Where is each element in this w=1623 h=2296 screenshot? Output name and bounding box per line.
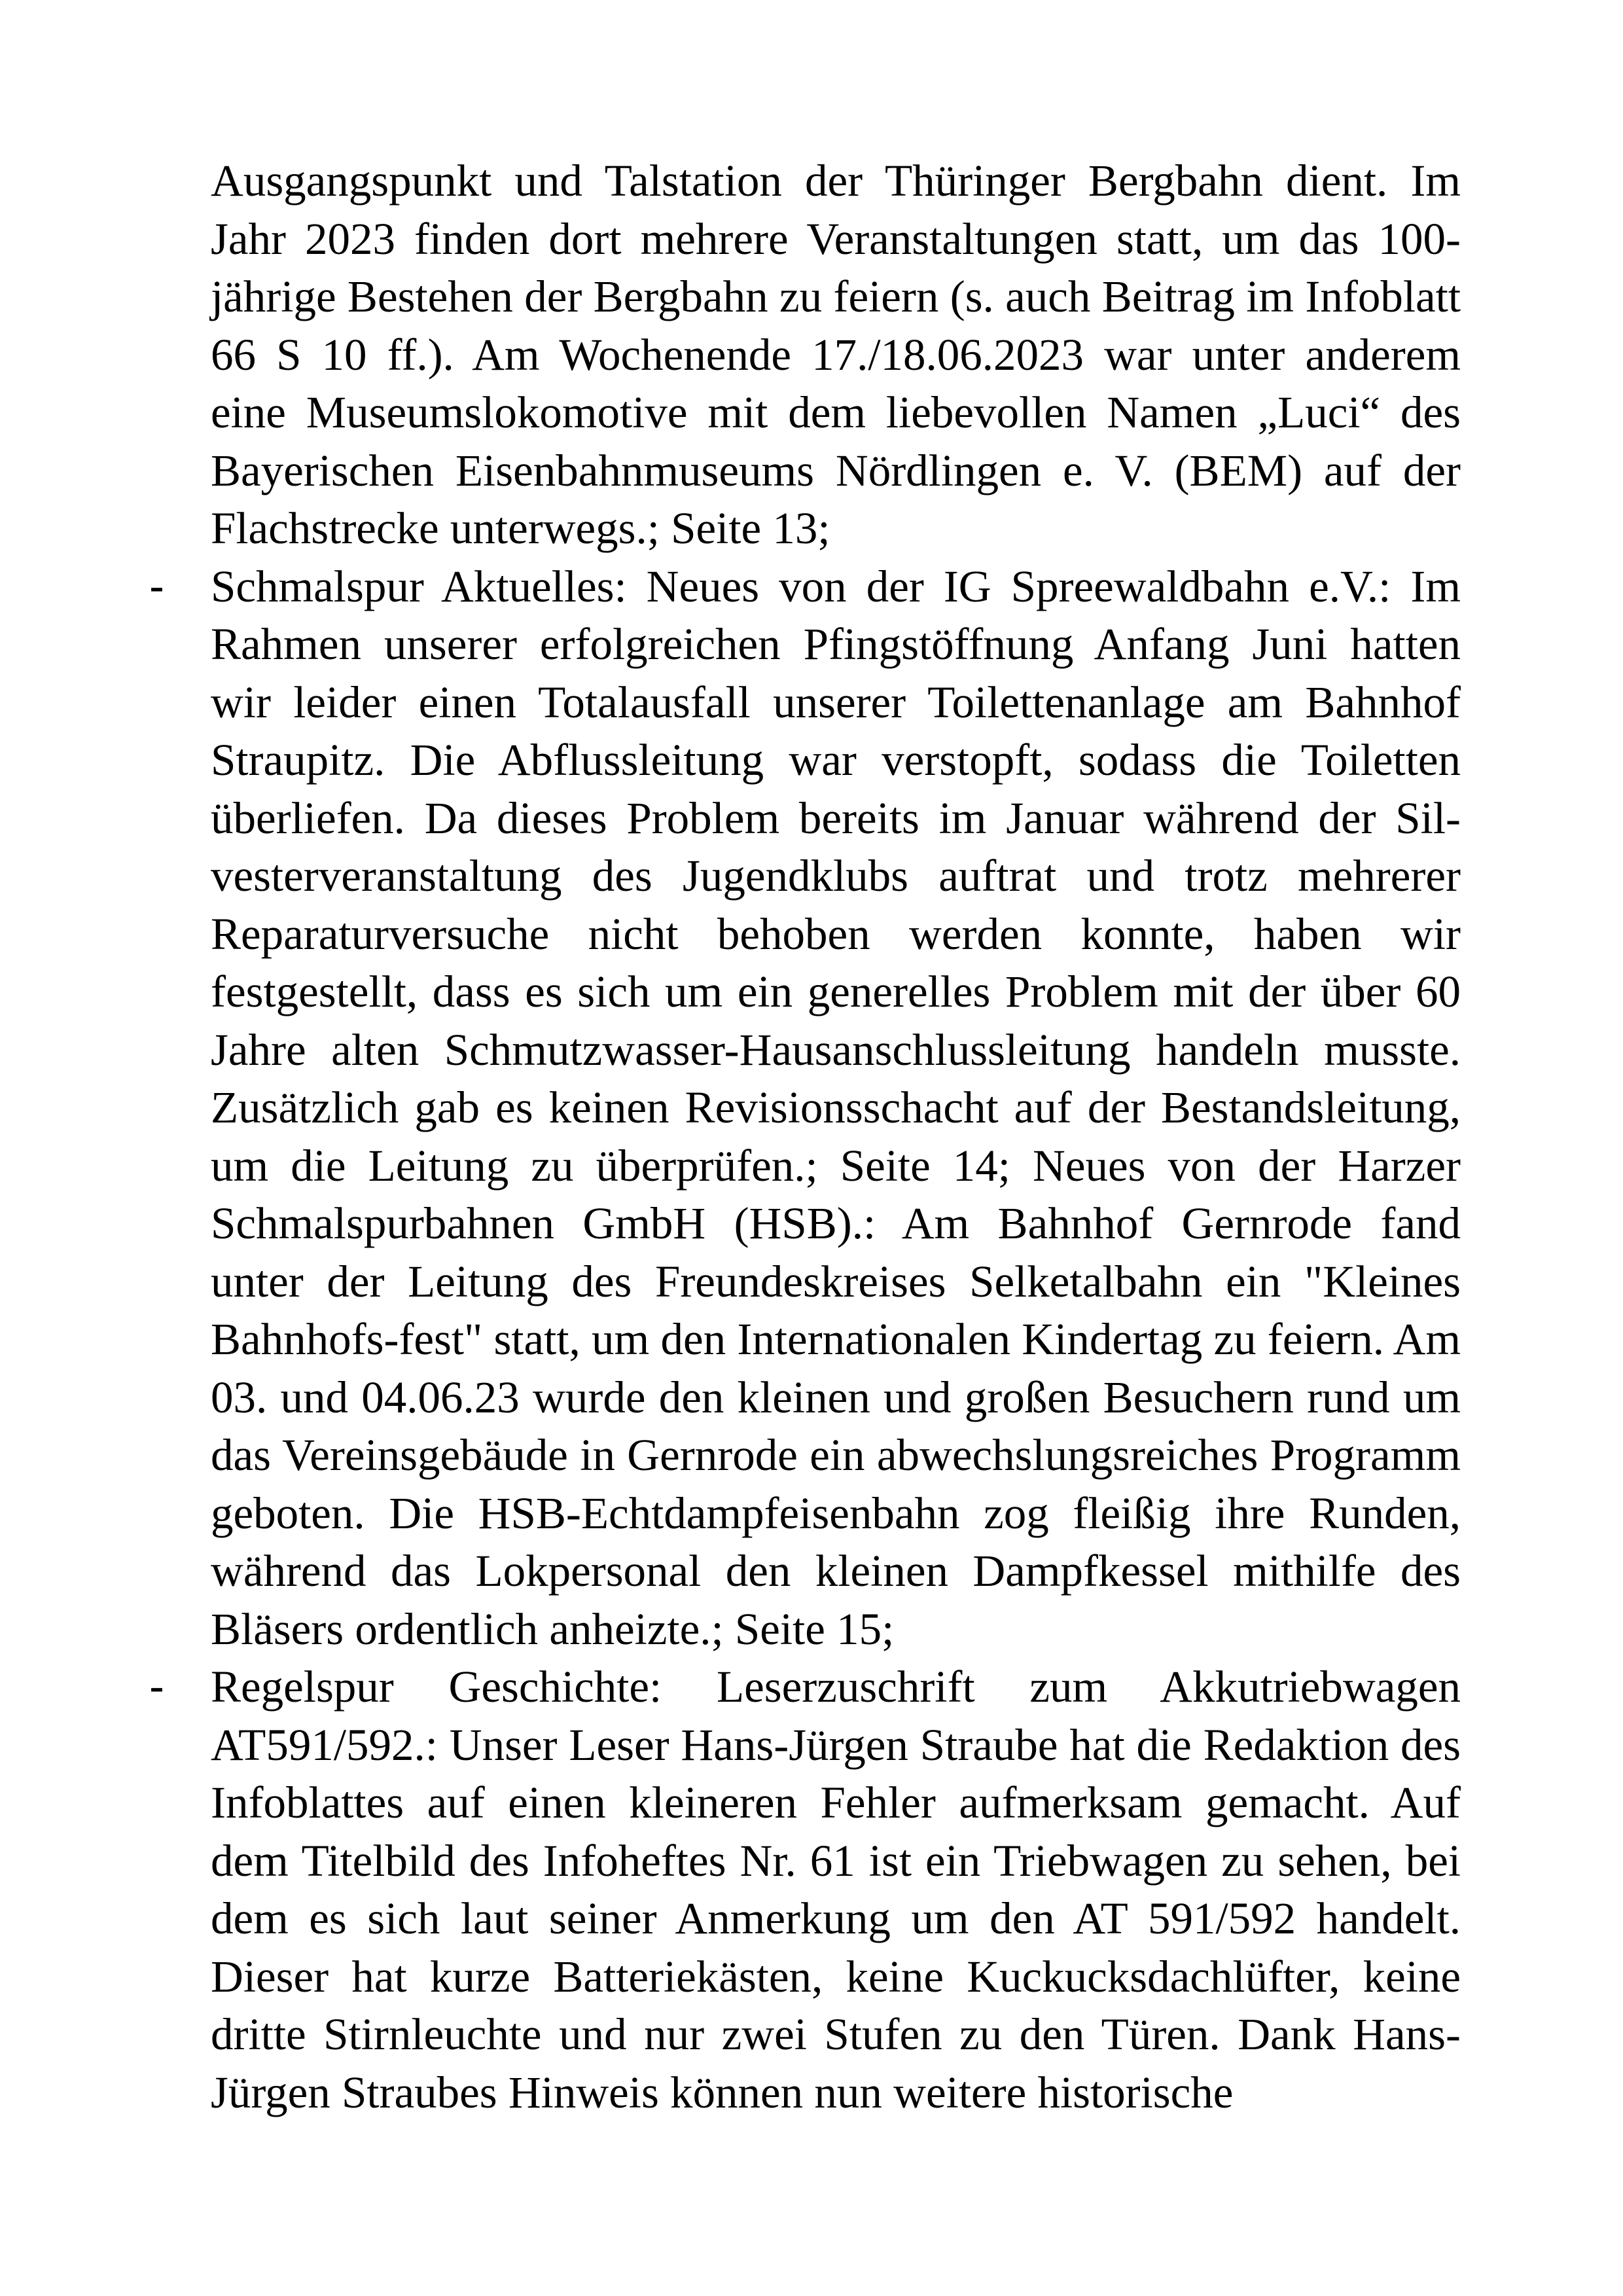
- list-item-text: Schmalspur Aktuelles: Neues von der IG Spreewaldbahn e.V.: Im Rahmen unserer erfolgreichen Pfingstöffnung Anfang Juni hatten wir leider einen Totalausfall unserer Toilettenanlage am Bahnhof Straupitz. Die Abflussleitung war verstopft, sodass die Toiletten überliefen. Da dieses Problem bereits im Januar während der Sil-vesterveranstaltung des Jugendklubs auftrat und trotz mehrerer Reparaturversuche nicht behoben werden konnte, haben wir festgestellt, dass es sich um ein generelles Problem mit der über 60 Jahre alten Schmutzwasser-Hausanschlussleitung handeln musste. Zusätzlich gab es keinen Revisionsschacht auf der Bestandsleitung, um die Leitung zu überprüfen.; Seite 14; Neues von der Harzer Schmalspurbahnen GmbH (HSB).: Am Bahnhof Gernrode fand unter der Leitung des Freundeskreises Selketalbahn ein "Kleines Bahnhofs-fest" statt, um den Internationalen Kindertag zu feiern. Am 03. und 04.06.23 wurde den kleinen und großen Besuchern rund um das Vereinsgebäude in Gernrode ein abwechslungsreiches Programm geboten. Die HSB-Echtdampfeisenbahn zog fleißig ihre Runden, während das Lokpersonal den kleinen Dampfkessel mithilfe des Bläsers ordentlich anheizte.; Seite 15;: [211, 561, 1461, 1654]
- list-item-regelspur-geschichte: [149, 1658, 1461, 2121]
- document-body: [149, 152, 1461, 2121]
- paragraph-continuation: [211, 152, 1461, 558]
- list-bullet-dash: -: [149, 1661, 164, 1712]
- list-bullet-dash: -: [149, 560, 164, 611]
- list-item-text: Regelspur Geschichte: Leserzuschrift zum Akkutriebwagen AT591/592.: Unser Leser Hans-Jürgen Straube hat die Redaktion des Infoblattes auf einen kleineren Fehler aufmerksam gemacht. Auf dem Titelbild des Infoheftes Nr. 61 ist ein Triebwagen zu sehen, bei dem es sich laut seiner Anmerkung um den AT 591/592 handelt. Dieser hat kurze Batteriekästen, keine Kuckucksdachlüfter, keine dritte Stirnleuchte und nur zwei Stufen zu den Türen. Dank Hans-Jürgen Straubes Hinweis können nun weitere historische: [211, 1662, 1461, 2117]
- paragraph-text: Ausgangspunkt und Talstation der Thüringer Bergbahn dient. Im Jahr 2023 finden dort mehrere Veranstaltungen statt, um das 100-jährige Bestehen der Bergbahn zu feiern (s. auch Beitrag im Infoblatt 66 S 10 ff.). Am Wochenende 17./18.06.2023 war unter anderem eine Museumslokomotive mit dem liebevollen Namen „Luci“ des Bayerischen Eisenbahnmuseums Nördlingen e. V. (BEM) auf der Flachstrecke unterwegs.; Seite 13;: [211, 156, 1461, 553]
- list-item-schmalspur-aktuelles: [149, 558, 1461, 1659]
